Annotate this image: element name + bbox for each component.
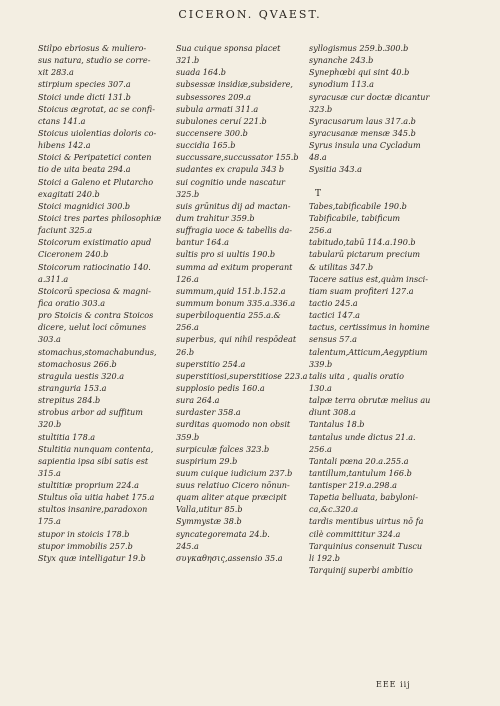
index-entry-line: strobus arbor ad suffitum <box>38 407 143 418</box>
index-entry-line: Sysitia 343.a <box>309 164 362 175</box>
index-entry-line: Tacere satius est,quàm insci- <box>309 273 428 284</box>
index-entry-line: T <box>315 188 322 199</box>
index-entry-line: superbus, qui nihil respōdeat <box>176 334 297 345</box>
index-entry-line: Stoicorum ratiocinatio 140. <box>38 261 151 272</box>
index-entry-line: 303.a <box>38 334 61 345</box>
index-entry-line: sensus 57.a <box>309 334 357 345</box>
index-entry-line: & utilitas 347.b <box>309 261 374 272</box>
index-entry-line: tantisper 219.a.298.a <box>309 480 397 491</box>
index-entry-line: 339.b <box>309 358 333 369</box>
index-entry-line: Stoici tres partes philosophiæ <box>38 212 162 223</box>
index-entry-line: sudantes ex crapula 343 b <box>176 164 285 175</box>
index-entry-line: stirpium species 307.a <box>38 79 131 90</box>
index-entry-line: Stoicus uiolentias doloris co- <box>38 127 157 138</box>
index-entry-line: 325.b <box>176 188 200 199</box>
index-entry-line: summum bonum 335.a.336.a <box>176 297 296 308</box>
index-entry-line: 48.a <box>309 152 327 163</box>
index-entry-line: Valla,utitur 85.b <box>176 504 243 515</box>
index-entry-line: succensere 300.b <box>176 127 248 138</box>
index-entry-line: ctans 141.a <box>38 115 86 126</box>
index-entry-line: Stoici unde dicti 131.b <box>38 91 131 102</box>
index-entry-line: superbiloquentia 255.a.& <box>176 310 281 321</box>
index-entry-line: quam aliter atque præcipit <box>176 492 287 503</box>
index-entry-line: syracusæ cur doctæ dicantur <box>309 91 430 102</box>
index-entry-line: stultitiæ proprium 224.a <box>38 480 139 491</box>
index-entry-line: summum,quid 151.b.152.a <box>176 285 286 296</box>
index-entry-line: synanche 243.b <box>309 55 374 66</box>
index-entry-line: 320.b <box>38 419 62 430</box>
index-entry-line: 256.a <box>309 443 332 454</box>
index-entry-line: syllogismus 259.b.300.b <box>309 43 409 53</box>
index-entry-line: strepitus 284.b <box>38 395 101 406</box>
index-entry-line: 323.b <box>309 103 333 114</box>
index-entry-line: sui cognitio unde nascatur <box>176 176 286 187</box>
index-entry-line: tactici 147.a <box>309 310 360 321</box>
index-entry-line: exagitati 240.b <box>38 188 100 199</box>
index-entry-line: dicere, uelut loci cōmunes <box>38 322 147 333</box>
index-entry-line: 359.b <box>176 431 200 442</box>
index-entry-line: suspirium 29.b <box>176 455 238 466</box>
index-entry-line: suus relatiuo Cicero nōnun- <box>176 480 290 491</box>
index-entry-line: Styx quæ intelligatur 19.b <box>38 552 146 563</box>
index-entry-line: Tabes,tabificabile 190.b <box>309 200 407 211</box>
index-entry-line: talentum,Atticum,Aegyptium <box>309 346 428 357</box>
index-entry-line: συγκαθησις,assensio 35.a <box>176 552 283 563</box>
index-entry-line: sapientia ipsa sibi satis est <box>38 455 149 466</box>
index-entry-line: 175.a <box>38 516 61 527</box>
index-entry-line: Stoici a Galeno et Plutarcho <box>38 176 154 187</box>
index-entry-line: fica oratio 303.a <box>38 297 106 308</box>
index-entry-line: stultos insanire,paradoxon <box>38 504 148 515</box>
index-entry-line: Stilpo ebriosus & muliero- <box>38 43 147 53</box>
index-entry-line: Stoicorū speciosa & magni- <box>38 285 151 296</box>
index-entry-line: cilè committitur 324.a <box>309 528 401 539</box>
index-entry-line: surpiculæ falces 323.b <box>176 443 270 454</box>
index-entry-line: tiam suam profiteri 127.a <box>309 285 414 296</box>
index-entry-line: Tarquinij superbi ambitio <box>309 565 413 576</box>
index-entry-line: 256.a <box>176 322 199 333</box>
index-entry-line: Stoicorum existimatio apud <box>38 237 152 248</box>
index-entry-line: li 192.b <box>309 552 340 563</box>
index-entry-line: superstitiosi,superstitiose 223.a <box>176 370 308 381</box>
index-entry-line: ca,&c.320.a <box>309 504 359 515</box>
index-entry-line: subsessæ insidiæ,subsidere, <box>176 79 293 90</box>
index-entry-line: succidia 165.b <box>176 140 236 151</box>
index-entry-line: summa ad exitum properant <box>176 261 293 272</box>
index-entry-line: surditas quomodo non obsit <box>176 419 291 430</box>
index-entry-line: sura 264.a <box>176 395 220 406</box>
index-entry-line: xit 283.a <box>38 67 74 78</box>
index-entry-line: hibens 142.a <box>38 140 91 151</box>
index-entry-line: Tantali pœna 20.a.255.a <box>309 455 409 466</box>
index-entry-line: Tarquinius consenuit Tuscu <box>309 540 423 551</box>
index-entry-line: Stultitia nunquam contenta, <box>38 443 154 454</box>
index-entry-line: stupor in stoicis 178.b <box>38 528 130 539</box>
index-entry-line: tabitudo,tabū 114.a.190.b <box>309 237 416 248</box>
index-entry-line: stomachosus 266.b <box>38 358 117 369</box>
index-entry-line: Sua cuique sponsa placet <box>176 43 281 53</box>
index-entry-line: tactio 245.a <box>309 297 358 308</box>
running-title: CICERON. QVAEST. <box>178 8 322 21</box>
index-entry-line: Syrus insula una Cycladum <box>309 140 421 151</box>
index-entry-line: dum trahitur 359.b <box>176 212 255 223</box>
index-entry-line: 256.a <box>309 225 332 236</box>
index-entry-line: Symmystæ 38.b <box>176 516 242 527</box>
index-entry-line <box>309 176 444 188</box>
index-entry-line: Stoicus ægrotat, ac se confi- <box>38 103 155 114</box>
index-entry-line: sus natura, studio se corre- <box>38 55 151 66</box>
index-entry-line: Synephœbi qui sint 40.b <box>309 67 410 78</box>
index-entry-line: syracusanæ mensæ 345.b <box>309 127 416 138</box>
index-entry-line: subsessores 209.a <box>176 91 251 102</box>
index-entry-line: superstitio 254.a <box>176 358 246 369</box>
index-entry-line: 321.b <box>176 55 200 66</box>
index-entry-line: tabularū pictarum precium <box>309 249 421 260</box>
index-entry-line: subula armati 311.a <box>176 103 259 114</box>
index-entry-line: stragula uestis 320.a <box>38 370 125 381</box>
index-entry-line: tactus, certissimus in homine <box>309 322 430 333</box>
index-entry-line: stupor immobilis 257.b <box>38 540 133 551</box>
index-entry-line: Stultus oīa uitia habet 175.a <box>38 492 155 503</box>
index-entry-line: sultis pro si uultis 190.b <box>176 249 276 260</box>
index-entry-line: 126.a <box>176 273 199 284</box>
index-entry-line: Stoici magnidici 300.b <box>38 200 131 211</box>
signature-mark: EEE iij <box>376 680 411 689</box>
index-entry-line: 26.b <box>176 346 195 357</box>
index-entry-line: syncategoremata 24.b. <box>176 528 270 539</box>
index-entry-line: tantalus unde dictus 21.a. <box>309 431 416 442</box>
index-entry-line: Stoici & Peripatetici conten <box>38 152 152 163</box>
index-entry-line: talis uita , qualis oratio <box>309 370 404 381</box>
index-entry-line: Tapetia belluata, babyloni- <box>309 492 418 503</box>
index-entry-line: Ciceronem 240.b <box>38 249 109 260</box>
index-entry-line: 245.a <box>176 540 199 551</box>
index-entry-line: faciunt 325.a <box>38 225 93 236</box>
index-entry-line: suffragia uoce & tabellis da- <box>176 225 293 236</box>
index-entry-line: suum cuique iudicium 237.b <box>176 467 293 478</box>
index-entry-line: succussare,succussator 155.b <box>176 152 299 163</box>
index-entry-line: Syracusarum laus 317.a.b <box>309 115 416 126</box>
index-entry-line: Tantalus 18.b <box>309 419 365 430</box>
index-entry-line: tantillum,tantulum 166.b <box>309 467 412 478</box>
index-entry-line: surdaster 358.a <box>176 407 241 418</box>
index-column-3 <box>309 42 444 576</box>
index-entry-line: synodium 113.a <box>309 79 374 90</box>
index-entry-line: supplosio pedis 160.a <box>176 382 265 393</box>
index-entry-line: diunt 308.a <box>309 407 356 418</box>
index-entry-line: subulones ceruí 221.b <box>176 115 267 126</box>
index-entry-line: tardis mentibus uirtus nō fa <box>309 516 424 527</box>
index-entry-line: talpæ terra obrutæ melius au <box>309 395 431 406</box>
index-entry-line: 130.a <box>309 382 332 393</box>
index-column-2 <box>176 42 311 564</box>
index-entry-line: pro Stoicis & contra Stoicos <box>38 310 154 321</box>
index-entry-line: 315.a <box>38 467 61 478</box>
index-entry-line: Tabificabile, tabificum <box>309 212 401 223</box>
index-entry-line: suis grūnitus dij ad mactan- <box>176 200 291 211</box>
index-entry-line: tio de uita beata 294.a <box>38 164 131 175</box>
index-column-1 <box>38 42 173 564</box>
index-entry-line: stomachus,stomachabundus, <box>38 346 157 357</box>
index-entry-line: stranguria 153.a <box>38 382 107 393</box>
index-entry-line: bantur 164.a <box>176 237 229 248</box>
index-entry-line: suada 164.b <box>176 67 226 78</box>
index-entry-line: stultitia 178.a <box>38 431 96 442</box>
index-entry-line: a.311.a <box>38 273 69 284</box>
